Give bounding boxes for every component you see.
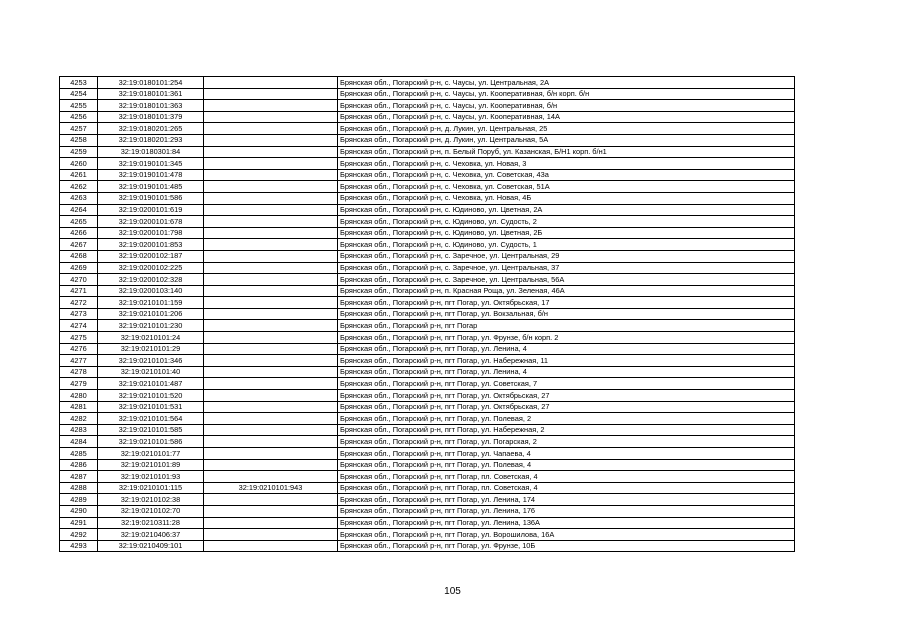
row-number-cell: 4258 bbox=[60, 134, 98, 146]
address-cell: Брянская обл., Погарский р-н, с. Заречное, ул. Центральная, 29 bbox=[338, 250, 795, 262]
address-cell: Брянская обл., Погарский р-н, с. Чаусы, ул. Кооперативная, 14А bbox=[338, 111, 795, 123]
cadastral-number-cell: 32:19:0210101:29 bbox=[98, 343, 204, 355]
previous-number-cell bbox=[204, 413, 338, 425]
table-row bbox=[60, 239, 795, 251]
cadastral-number-cell: 32:19:0210101:487 bbox=[98, 378, 204, 390]
cadastral-number-cell: 32:19:0210102:38 bbox=[98, 494, 204, 506]
address-cell: Брянская обл., Погарский р-н, пгт Погар bbox=[338, 320, 795, 332]
previous-number-cell bbox=[204, 436, 338, 448]
address-cell: Брянская обл., Погарский р-н, с. Чеховка, ул. Советская, 51А bbox=[338, 181, 795, 193]
cadastral-number-cell: 32:19:0190101:345 bbox=[98, 158, 204, 170]
previous-number-cell bbox=[204, 355, 338, 367]
previous-number-cell bbox=[204, 123, 338, 135]
table-row bbox=[60, 413, 795, 425]
table-row bbox=[60, 390, 795, 402]
address-cell: Брянская обл., Погарский р-н, пгт Погар, ул. Ленина, 174 bbox=[338, 494, 795, 506]
page-number: 105 bbox=[444, 586, 461, 597]
records-table bbox=[59, 76, 795, 552]
previous-number-cell bbox=[204, 169, 338, 181]
table-row bbox=[60, 448, 795, 460]
address-cell: Брянская обл., Погарский р-н, пгт Погар, пл. Советская, 4 bbox=[338, 471, 795, 483]
row-number-cell: 4293 bbox=[60, 540, 98, 552]
previous-number-cell bbox=[204, 274, 338, 286]
table-row bbox=[60, 77, 795, 89]
previous-number-cell bbox=[204, 111, 338, 123]
table-row bbox=[60, 540, 795, 552]
address-cell: Брянская обл., Погарский р-н, с. Юдиново, ул. Судость, 2 bbox=[338, 216, 795, 228]
address-cell: Брянская обл., Погарский р-н, пгт Погар, ул. Фрунзе, б/н корп. 2 bbox=[338, 332, 795, 344]
table-row bbox=[60, 250, 795, 262]
row-number-cell: 4253 bbox=[60, 77, 98, 89]
records-table-body bbox=[60, 77, 795, 552]
previous-number-cell bbox=[204, 517, 338, 529]
cadastral-number-cell: 32:19:0210101:159 bbox=[98, 297, 204, 309]
cadastral-number-cell: 32:19:0180101:363 bbox=[98, 100, 204, 112]
table-row bbox=[60, 436, 795, 448]
row-number-cell: 4276 bbox=[60, 343, 98, 355]
previous-number-cell bbox=[204, 227, 338, 239]
cadastral-number-cell: 32:19:0190101:478 bbox=[98, 169, 204, 181]
address-cell: Брянская обл., Погарский р-н, с. Чеховка, ул. Советская, 43а bbox=[338, 169, 795, 181]
previous-number-cell bbox=[204, 540, 338, 552]
address-cell: Брянская обл., Погарский р-н, с. Чаусы, ул. Центральная, 2А bbox=[338, 77, 795, 89]
previous-number-cell bbox=[204, 77, 338, 89]
previous-number-cell bbox=[204, 181, 338, 193]
previous-number-cell bbox=[204, 378, 338, 390]
address-cell: Брянская обл., Погарский р-н, с. Чаусы, ул. Кооперативная, б/н bbox=[338, 100, 795, 112]
previous-number-cell: 32:19:0210101:943 bbox=[204, 482, 338, 494]
address-cell: Брянская обл., Погарский р-н, пгт Погар, ул. Погарская, 2 bbox=[338, 436, 795, 448]
row-number-cell: 4257 bbox=[60, 123, 98, 135]
address-cell: Брянская обл., Погарский р-н, с. Чаусы, ул. Кооперативная, б/н корп. б/н bbox=[338, 88, 795, 100]
row-number-cell: 4274 bbox=[60, 320, 98, 332]
row-number-cell: 4277 bbox=[60, 355, 98, 367]
row-number-cell: 4278 bbox=[60, 366, 98, 378]
previous-number-cell bbox=[204, 216, 338, 228]
table-row bbox=[60, 204, 795, 216]
cadastral-number-cell: 32:19:0190101:586 bbox=[98, 192, 204, 204]
row-number-cell: 4292 bbox=[60, 529, 98, 541]
row-number-cell: 4289 bbox=[60, 494, 98, 506]
cadastral-number-cell: 32:19:0180101:254 bbox=[98, 77, 204, 89]
cadastral-number-cell: 32:19:0200101:619 bbox=[98, 204, 204, 216]
previous-number-cell bbox=[204, 494, 338, 506]
table-row bbox=[60, 158, 795, 170]
row-number-cell: 4282 bbox=[60, 413, 98, 425]
previous-number-cell bbox=[204, 401, 338, 413]
row-number-cell: 4288 bbox=[60, 482, 98, 494]
cadastral-number-cell: 32:19:0190101:485 bbox=[98, 181, 204, 193]
previous-number-cell bbox=[204, 158, 338, 170]
address-cell: Брянская обл., Погарский р-н, пгт Погар, ул. Набережная, 11 bbox=[338, 355, 795, 367]
row-number-cell: 4291 bbox=[60, 517, 98, 529]
table-row bbox=[60, 529, 795, 541]
cadastral-number-cell: 32:19:0210409:101 bbox=[98, 540, 204, 552]
address-cell: Брянская обл., Погарский р-н, с. Чеховка, ул. Новая, 4Б bbox=[338, 192, 795, 204]
table-row bbox=[60, 494, 795, 506]
cadastral-number-cell: 32:19:0200102:187 bbox=[98, 250, 204, 262]
table-row bbox=[60, 285, 795, 297]
cadastral-number-cell: 32:19:0210101:24 bbox=[98, 332, 204, 344]
previous-number-cell bbox=[204, 424, 338, 436]
row-number-cell: 4262 bbox=[60, 181, 98, 193]
table-row bbox=[60, 517, 795, 529]
table-row bbox=[60, 401, 795, 413]
cadastral-number-cell: 32:19:0210101:564 bbox=[98, 413, 204, 425]
cadastral-number-cell: 32:19:0210101:531 bbox=[98, 401, 204, 413]
cadastral-number-cell: 32:19:0210101:77 bbox=[98, 448, 204, 460]
table-row bbox=[60, 459, 795, 471]
cadastral-number-cell: 32:19:0210101:230 bbox=[98, 320, 204, 332]
cadastral-number-cell: 32:19:0200102:225 bbox=[98, 262, 204, 274]
table-row bbox=[60, 134, 795, 146]
address-cell: Брянская обл., Погарский р-н, с. Юдиново, ул. Цветная, 2Б bbox=[338, 227, 795, 239]
address-cell: Брянская обл., Погарский р-н, пгт Погар, ул. Вокзальная, б/н bbox=[338, 308, 795, 320]
previous-number-cell bbox=[204, 100, 338, 112]
address-cell: Брянская обл., Погарский р-н, с. Чеховка, ул. Новая, 3 bbox=[338, 158, 795, 170]
table-row bbox=[60, 366, 795, 378]
address-cell: Брянская обл., Погарский р-н, пгт Погар, пл. Советская, 4 bbox=[338, 482, 795, 494]
previous-number-cell bbox=[204, 146, 338, 158]
previous-number-cell bbox=[204, 239, 338, 251]
table-row bbox=[60, 378, 795, 390]
cadastral-number-cell: 32:19:0180201:293 bbox=[98, 134, 204, 146]
cadastral-number-cell: 32:19:0210101:346 bbox=[98, 355, 204, 367]
previous-number-cell bbox=[204, 390, 338, 402]
table-row bbox=[60, 471, 795, 483]
address-cell: Брянская обл., Погарский р-н, пгт Погар, ул. Полевая, 4 bbox=[338, 459, 795, 471]
table-row bbox=[60, 308, 795, 320]
row-number-cell: 4264 bbox=[60, 204, 98, 216]
address-cell: Брянская обл., Погарский р-н, пгт Погар, ул. Фрунзе, 10Б bbox=[338, 540, 795, 552]
previous-number-cell bbox=[204, 308, 338, 320]
row-number-cell: 4267 bbox=[60, 239, 98, 251]
previous-number-cell bbox=[204, 204, 338, 216]
cadastral-number-cell: 32:19:0210101:585 bbox=[98, 424, 204, 436]
previous-number-cell bbox=[204, 320, 338, 332]
address-cell: Брянская обл., Погарский р-н, пгт Погар, ул. Ворошилова, 16А bbox=[338, 529, 795, 541]
previous-number-cell bbox=[204, 343, 338, 355]
address-cell: Брянская обл., Погарский р-н, с. Заречное, ул. Центральная, 56А bbox=[338, 274, 795, 286]
row-number-cell: 4283 bbox=[60, 424, 98, 436]
address-cell: Брянская обл., Погарский р-н, пгт Погар, ул. Октябрьская, 27 bbox=[338, 390, 795, 402]
cadastral-number-cell: 32:19:0180101:361 bbox=[98, 88, 204, 100]
table-row bbox=[60, 169, 795, 181]
table-row bbox=[60, 332, 795, 344]
row-number-cell: 4270 bbox=[60, 274, 98, 286]
table-row bbox=[60, 181, 795, 193]
row-number-cell: 4269 bbox=[60, 262, 98, 274]
address-cell: Брянская обл., Погарский р-н, пгт Погар, ул. Ленина, 4 bbox=[338, 366, 795, 378]
table-row bbox=[60, 355, 795, 367]
table-row bbox=[60, 192, 795, 204]
cadastral-number-cell: 32:19:0210406:37 bbox=[98, 529, 204, 541]
address-cell: Брянская обл., Погарский р-н, пгт Погар, ул. Ленина, 176 bbox=[338, 505, 795, 517]
row-number-cell: 4272 bbox=[60, 297, 98, 309]
cadastral-number-cell: 32:19:0210101:520 bbox=[98, 390, 204, 402]
address-cell: Брянская обл., Погарский р-н, пгт Погар, ул. Ленина, 136А bbox=[338, 517, 795, 529]
cadastral-number-cell: 32:19:0200101:853 bbox=[98, 239, 204, 251]
address-cell: Брянская обл., Погарский р-н, пгт Погар, ул. Октябрьская, 17 bbox=[338, 297, 795, 309]
table-row bbox=[60, 123, 795, 135]
row-number-cell: 4275 bbox=[60, 332, 98, 344]
row-number-cell: 4287 bbox=[60, 471, 98, 483]
table-row bbox=[60, 424, 795, 436]
previous-number-cell bbox=[204, 366, 338, 378]
table-row bbox=[60, 262, 795, 274]
row-number-cell: 4280 bbox=[60, 390, 98, 402]
address-cell: Брянская обл., Погарский р-н, пгт Погар, ул. Советская, 7 bbox=[338, 378, 795, 390]
table-row bbox=[60, 343, 795, 355]
address-cell: Брянская обл., Погарский р-н, с. Заречное, ул. Центральная, 37 bbox=[338, 262, 795, 274]
row-number-cell: 4284 bbox=[60, 436, 98, 448]
cadastral-number-cell: 32:19:0210101:89 bbox=[98, 459, 204, 471]
row-number-cell: 4268 bbox=[60, 250, 98, 262]
cadastral-number-cell: 32:19:0200102:328 bbox=[98, 274, 204, 286]
previous-number-cell bbox=[204, 134, 338, 146]
address-cell: Брянская обл., Погарский р-н, пгт Погар, ул. Ленина, 4 bbox=[338, 343, 795, 355]
row-number-cell: 4263 bbox=[60, 192, 98, 204]
table-row bbox=[60, 274, 795, 286]
address-cell: Брянская обл., Погарский р-н, д. Лукин, ул. Центральная, 5А bbox=[338, 134, 795, 146]
table-row bbox=[60, 111, 795, 123]
row-number-cell: 4259 bbox=[60, 146, 98, 158]
cadastral-number-cell: 32:19:0210101:40 bbox=[98, 366, 204, 378]
table-row bbox=[60, 88, 795, 100]
table-row bbox=[60, 216, 795, 228]
address-cell: Брянская обл., Погарский р-н, с. Юдиново, ул. Цветная, 2А bbox=[338, 204, 795, 216]
cadastral-number-cell: 32:19:0200101:678 bbox=[98, 216, 204, 228]
row-number-cell: 4285 bbox=[60, 448, 98, 460]
previous-number-cell bbox=[204, 88, 338, 100]
row-number-cell: 4290 bbox=[60, 505, 98, 517]
cadastral-number-cell: 32:19:0180201:265 bbox=[98, 123, 204, 135]
row-number-cell: 4286 bbox=[60, 459, 98, 471]
previous-number-cell bbox=[204, 505, 338, 517]
previous-number-cell bbox=[204, 529, 338, 541]
row-number-cell: 4266 bbox=[60, 227, 98, 239]
cadastral-number-cell: 32:19:0180301:84 bbox=[98, 146, 204, 158]
cadastral-number-cell: 32:19:0200101:798 bbox=[98, 227, 204, 239]
table-row bbox=[60, 482, 795, 494]
table-row bbox=[60, 100, 795, 112]
address-cell: Брянская обл., Погарский р-н, пгт Погар, ул. Октябрьская, 27 bbox=[338, 401, 795, 413]
table-row bbox=[60, 146, 795, 158]
row-number-cell: 4254 bbox=[60, 88, 98, 100]
cadastral-number-cell: 32:19:0180101:379 bbox=[98, 111, 204, 123]
previous-number-cell bbox=[204, 448, 338, 460]
previous-number-cell bbox=[204, 262, 338, 274]
row-number-cell: 4255 bbox=[60, 100, 98, 112]
row-number-cell: 4271 bbox=[60, 285, 98, 297]
table-row bbox=[60, 320, 795, 332]
row-number-cell: 4260 bbox=[60, 158, 98, 170]
cadastral-number-cell: 32:19:0210311:28 bbox=[98, 517, 204, 529]
row-number-cell: 4281 bbox=[60, 401, 98, 413]
table-row bbox=[60, 227, 795, 239]
row-number-cell: 4265 bbox=[60, 216, 98, 228]
address-cell: Брянская обл., Погарский р-н, д. Лукин, ул. Центральная, 25 bbox=[338, 123, 795, 135]
row-number-cell: 4261 bbox=[60, 169, 98, 181]
previous-number-cell bbox=[204, 192, 338, 204]
previous-number-cell bbox=[204, 459, 338, 471]
table-row bbox=[60, 297, 795, 309]
row-number-cell: 4256 bbox=[60, 111, 98, 123]
previous-number-cell bbox=[204, 332, 338, 344]
address-cell: Брянская обл., Погарский р-н, п. Белый Поруб, ул. Казанская, Б/Н1 корп. б/н1 bbox=[338, 146, 795, 158]
cadastral-number-cell: 32:19:0200103:140 bbox=[98, 285, 204, 297]
previous-number-cell bbox=[204, 471, 338, 483]
previous-number-cell bbox=[204, 250, 338, 262]
row-number-cell: 4273 bbox=[60, 308, 98, 320]
cadastral-number-cell: 32:19:0210101:206 bbox=[98, 308, 204, 320]
cadastral-number-cell: 32:19:0210101:93 bbox=[98, 471, 204, 483]
table-row bbox=[60, 505, 795, 517]
cadastral-number-cell: 32:19:0210101:115 bbox=[98, 482, 204, 494]
previous-number-cell bbox=[204, 285, 338, 297]
address-cell: Брянская обл., Погарский р-н, пгт Погар, ул. Набережная, 2 bbox=[338, 424, 795, 436]
address-cell: Брянская обл., Погарский р-н, пгт Погар, ул. Чапаева, 4 bbox=[338, 448, 795, 460]
cadastral-number-cell: 32:19:0210102:70 bbox=[98, 505, 204, 517]
row-number-cell: 4279 bbox=[60, 378, 98, 390]
address-cell: Брянская обл., Погарский р-н, пгт Погар, ул. Полевая, 2 bbox=[338, 413, 795, 425]
address-cell: Брянская обл., Погарский р-н, с. Юдиново, ул. Судость, 1 bbox=[338, 239, 795, 251]
address-cell: Брянская обл., Погарский р-н, п. Красная Роща, ул. Зеленая, 46А bbox=[338, 285, 795, 297]
previous-number-cell bbox=[204, 297, 338, 309]
cadastral-number-cell: 32:19:0210101:586 bbox=[98, 436, 204, 448]
